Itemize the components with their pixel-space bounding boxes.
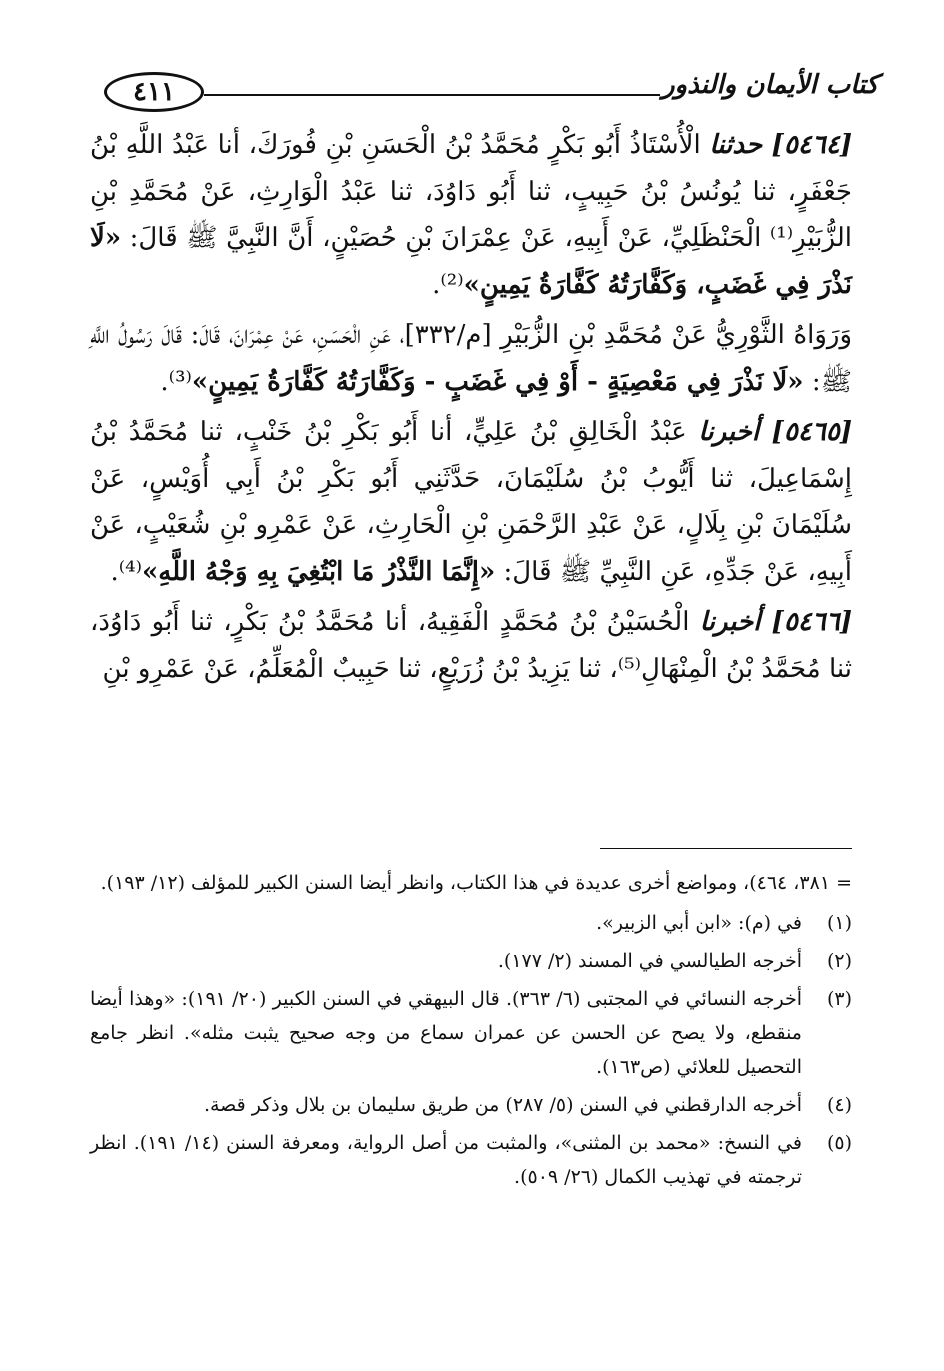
footnote-item: [90, 906, 852, 940]
isnad-text: الْحُسَيْنُ بْنُ مُحَمَّدٍ الْفَقِيهُ، أنا مُحَمَّدُ بْنُ بَكْرٍ، ثنا أَبُو دَاوُدَ، ثنا مُحَمَّدُ بْنُ الْمِنْهَالِ⁽⁵⁾، ثنا يَزِيدُ بْنُ زُرَيْعٍ، ثنا حَبِيبٌ الْمُعَلِّمُ، عَنْ عَمْرِو بْنِ: [90, 607, 852, 684]
footnote-number: (٥): [826, 1132, 852, 1154]
footnote-text: أخرجه النسائي في المجتبى (٦/ ٣٦٣). قال البيهقي في السنن الكبير (٢٠/ ١٩١): «وهذا أيضا منقطع، ولا يصح عن الحسن عن عمران سماع من وجه صحيح يثبت مثله». انظر جامع التحصيل للعلائي (ص١٦٣).: [90, 988, 803, 1078]
footnote-text: في النسخ: «محمد بن المثنى»، والمثبت من أصل الرواية، ومعرفة السنن (١٤/ ١٩١). انظر ترجمته في تهذيب الكمال (٢٦/ ٥٠٩).: [90, 1132, 802, 1188]
footnote-rule: [600, 848, 852, 849]
footnote-number: (١): [826, 912, 852, 934]
footnote-ref: ⁽³⁾.: [160, 366, 192, 397]
page-number: ٤١١: [104, 72, 204, 112]
footnote-text: أخرجه الدارقطني في السنن (٥/ ٢٨٧) من طريق سليمان بن بلال وذكر قصة.: [203, 1094, 802, 1116]
footnotes: [90, 866, 852, 1198]
hadith-number: [٥٤٦٦] أخبرنا: [699, 607, 852, 637]
footnote-item: [90, 982, 852, 1084]
footnote-ref: ⁽⁴⁾.: [110, 556, 142, 587]
page-header: [100, 68, 879, 114]
footnote-continuation: = ٣٨١، ٤٦٤)، ومواضع أخرى عديدة في هذا الكتاب، وانظر أيضا السنن الكبير للمؤلف (١٢/ ١٩٣).: [100, 872, 852, 894]
hadith-paragraph: [90, 409, 852, 595]
hadith-paragraph: [90, 599, 852, 692]
isnad-text: عَبْدُ الْخَالِقِ بْنُ عَلِيٍّ، أنا أَبُو بَكْرِ بْنُ خَنْبٍ، ثنا مُحَمَّدُ بْنُ إِسْمَاعِيلَ، ثنا أَيُّوبُ بْنُ سُلَيْمَانَ، حَدَّثَنِي أَبُو بَكْرِ بْنُ أَبِي أُوَيْسٍ، عَنْ سُلَيْمَانَ بْنِ بِلَالٍ، عَنْ عَبْدِ الرَّحْمَنِ بْنِ الْحَارِثِ، عَنْ عَمْرِو بْنِ شُعَيْبٍ، عَنْ أَبِيهِ، عَنْ جَدِّهِ، عَنِ النَّبِيِّ ﷺ قَالَ:: [90, 417, 852, 587]
running-title: كتاب الأيمان والنذور: [662, 70, 879, 100]
footnote-number: (٤): [826, 1094, 852, 1116]
footnote-ref: ⁽²⁾.: [432, 269, 464, 300]
footnote-number: (٢): [826, 950, 852, 972]
hadith-quote: «إِنَّمَا النَّذْرُ مَا ابْتُغِيَ بِهِ وَجْهُ اللَّهِ»: [142, 556, 496, 587]
hadith-paragraph: [90, 312, 852, 405]
isnad-text: الْأُسْتَاذُ أَبُو بَكْرٍ مُحَمَّدُ بْنُ الْحَسَنِ بْنِ فُورَكَ، أنا عَبْدُ اللَّهِ بْنُ جَعْفَرٍ، ثنا يُونُسُ بْنُ حَبِيبٍ، ثنا أَبُو دَاوُدَ، ثنا عَبْدُ الْوَارِثِ، عَنْ مُحَمَّدِ بْنِ الزُّبَيْرِ⁽¹⁾ الْحَنْظَلِيِّ، عَنْ أَبِيهِ، عَنْ عِمْرَانَ بْنِ حُصَيْنٍ، أَنَّ النَّبِيَّ ﷺ قَالَ:: [90, 130, 852, 253]
footnote-item: [90, 944, 852, 978]
hadith-quote: «لَا نَذْرَ فِي مَعْصِيَةٍ - أَوْ فِي غَضَبٍ - وَكَفَّارَتُهُ كَفَّارَةُ يَمِينٍ»: [191, 366, 804, 397]
hadith-paragraph: [90, 122, 852, 308]
hadith-number: [٥٤٦٥] أخبرنا: [698, 417, 852, 447]
header-rule: [204, 94, 660, 96]
footnote-text: في (م): «ابن أبي الزبير».: [596, 912, 802, 934]
hadith-quote: «لَا نَذْرَ فِي غَضَبٍ، وَكَفَّارَتُهُ كَفَّارَةُ يَمِينٍ»: [90, 223, 852, 300]
footnote-text: أخرجه الطيالسي في المسند (٢/ ١٧٧).: [497, 950, 802, 972]
footnote-item: [90, 1088, 852, 1122]
hadith-number: [٥٤٦٤] حدثنا: [709, 130, 852, 160]
footnote-item: [90, 1126, 852, 1194]
footnote-number: (٣): [826, 988, 852, 1010]
main-text: [90, 122, 852, 692]
isnad-text: وَرَوَاهُ الثَّوْرِيُّ عَنْ مُحَمَّدِ بْنِ الزُّبَيْرِ [م/٣٣٢]، عَنِ الْحَسَنِ، عَنْ عِمْرَانَ، قَالَ: قَالَ رَسُولُ اللَّهِ ﷺ:: [90, 320, 853, 397]
